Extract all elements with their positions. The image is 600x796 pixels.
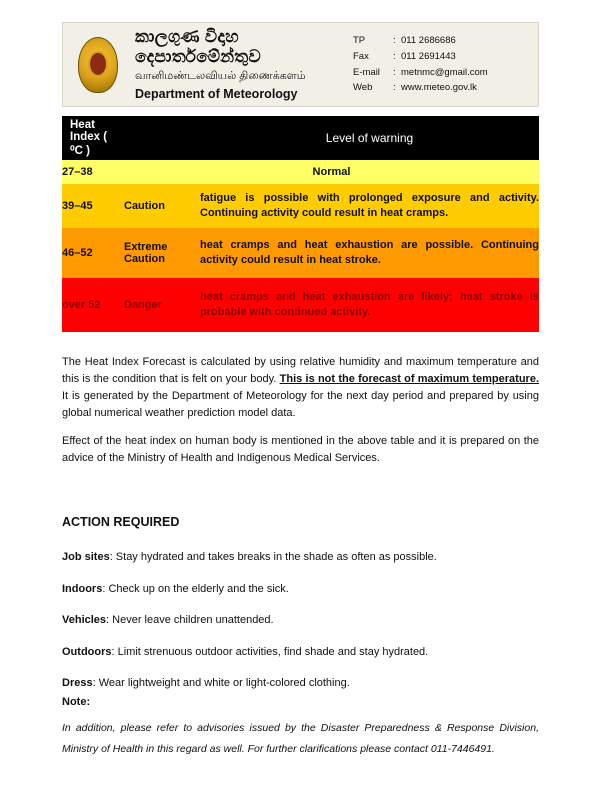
org-name-sinhala: කාලගුණ විදාහ දෙපාර්තමේන්තුව [135, 27, 262, 66]
action-label-vehicles: Vehicles [62, 614, 107, 626]
explanation-paragraph-2: Effect of the heat index on human body is mentioned in the above table and it is prepared on the advice of the Ministry of Health and Indigenous Medical Services. [62, 435, 539, 465]
org-name-english: Department of Meteorology [135, 87, 298, 102]
document-header [62, 22, 539, 107]
action-label-job-sites: Job sites [62, 551, 110, 563]
contact-details [353, 33, 538, 96]
action-text-job-sites: : Stay hydrated and takes breaks in the shade as often as possible. [109, 551, 437, 563]
heat-index-description-extreme-caution: heat cramps and heat exhaustion are possible. Continuing activity could result in heat stroke. [200, 228, 539, 278]
table-header-spacer [124, 116, 200, 160]
action-label-indoors: Indoors [62, 582, 103, 595]
action-text-vehicles: : Never leave children unattended. [106, 614, 274, 626]
list-item [62, 644, 539, 661]
heat-index-level-caution: Caution [124, 184, 200, 228]
action-required-title: ACTION REQUIRED [62, 515, 180, 529]
action-text-outdoors: : Limit strenuous outdoor activities, find shade and stay hydrated. [111, 645, 429, 658]
heat-index-range-caution: 39–45 [62, 184, 124, 228]
heat-index-table [62, 116, 539, 332]
contact-sep-email: : [393, 66, 396, 78]
contact-label-fax: Fax [353, 50, 369, 62]
heat-index-range-extreme-caution: 46–52 [62, 228, 124, 278]
action-text-indoors: : Check up on the elderly and the sick. [102, 582, 289, 595]
organization-names [125, 27, 353, 101]
contact-row-tp [353, 33, 532, 49]
contact-label-web: Web [353, 82, 373, 94]
contact-row-fax [353, 49, 532, 65]
contact-value-tp: 011 2686686 [401, 35, 456, 47]
paragraph1-emphasis: This is not the forecast of maximum temperature. [279, 373, 540, 386]
action-label-outdoors: Outdoors [62, 645, 112, 658]
note-title: Note: [62, 696, 91, 708]
action-required-list [62, 549, 539, 707]
list-item [62, 675, 539, 692]
action-text-dress: : Wear lightweight and white or light-colored clothing. [92, 677, 350, 689]
heat-index-description-caution: fatigue is possible with prolonged exposure and activity. Continuing activity could result in heat cramps. [200, 184, 539, 228]
table-row [62, 278, 539, 332]
national-emblem-icon [71, 30, 125, 100]
contact-sep-web: : [393, 82, 396, 94]
list-item [62, 581, 539, 598]
heat-index-level-extreme-caution: Extreme Caution [124, 228, 200, 278]
contact-label-email: E-mail [353, 66, 380, 78]
heat-index-level-danger: Danger [124, 278, 200, 332]
table-row [62, 160, 539, 184]
heat-index-description-normal: Normal [124, 160, 539, 184]
contact-value-email: metnmc@gmail.com [401, 66, 488, 78]
table-header-heat-index-label: Heat Index [70, 119, 101, 143]
contact-sep-tp: : [393, 35, 396, 47]
table-header-heat-index [62, 116, 124, 160]
heat-index-range-normal: 27–38 [62, 160, 124, 184]
list-item [62, 612, 539, 629]
table-header-heat-index-unit: ( ⁰C ) [70, 131, 108, 157]
table-row [62, 228, 539, 278]
action-label-dress: Dress [62, 677, 93, 689]
note-text: In addition, please refer to advisories issued by the Disaster Preparedness & Response Division, Ministry of Health in this regard as well. For further clarifications please contact 011-7446491. [62, 722, 539, 755]
paragraph1-text-start: The Heat Index Forecast is calculated by using relative humidity and maximum temperature and this is the condition that is felt on your body. [62, 356, 539, 386]
table-header-row [62, 116, 539, 160]
table-header-level-of-warning: Level of warning [200, 116, 539, 160]
table-row [62, 184, 539, 228]
contact-label-tp: TP [353, 35, 366, 47]
heat-index-description-danger: heat cramps and heat exhaustion are likely; heat stroke is probable with continued activity. [200, 278, 539, 332]
explanation-paragraph-1 [62, 354, 539, 422]
contact-sep-fax: : [393, 50, 396, 62]
contact-value-web: www.meteo.gov.lk [401, 82, 477, 94]
contact-row-email [353, 65, 532, 81]
list-item [62, 549, 539, 566]
heat-index-range-danger: over 52 [62, 278, 124, 332]
contact-value-fax: 011 2691443 [401, 50, 456, 62]
org-name-tamil: வானிமண்டலவியல் திணைக்களம் [135, 69, 306, 82]
paragraph1-text-end: It is generated by the Department of Meteorology for the next day period and prepared by using global numerical weather prediction model data. [62, 390, 539, 420]
contact-row-web [353, 80, 532, 96]
